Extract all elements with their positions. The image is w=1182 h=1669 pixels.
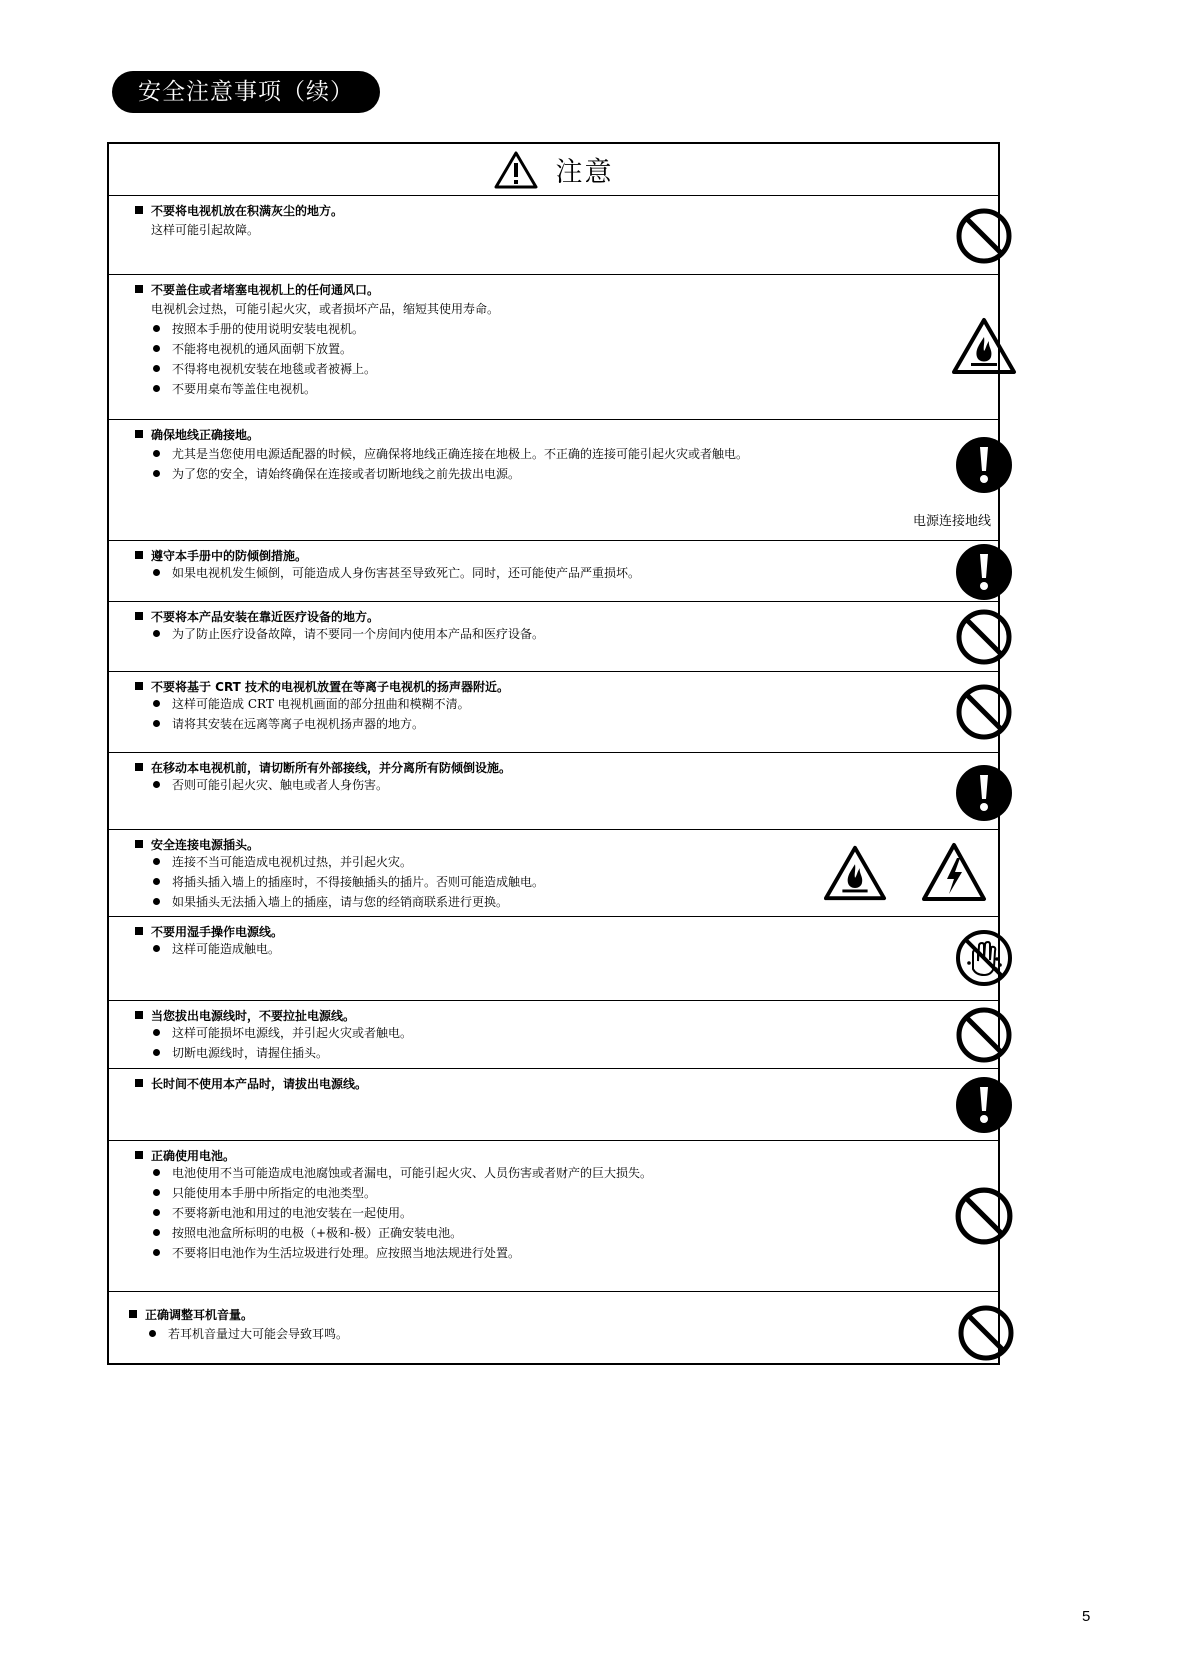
item-text: 电视机会过热，可能引起火灾，或者损坏产品，缩短其使用寿命。 (151, 302, 500, 316)
item-title: 在移动本电视机前，请切断所有外部接线，并分离所有防倾倒设施。 (151, 761, 512, 775)
caution-item-ventilation (109, 274, 998, 419)
fire-warning-icon (951, 317, 1017, 375)
caution-header (109, 144, 998, 196)
bullet-item: 不得将电视机安装在地毯或者被褥上。 (151, 359, 499, 379)
electric-shock-warning-icon (921, 842, 987, 902)
prohibition-icon (957, 1304, 1015, 1362)
item-title: 遵守本手册中的防倾倒措施。 (151, 549, 308, 563)
item-title: 安全连接电源插头。 (151, 838, 260, 852)
mandatory-action-icon (955, 543, 1013, 601)
bullet-item: 这样可能造成触电。 (151, 939, 280, 959)
item-title: 长时间不使用本产品时，请拔出电源线。 (151, 1077, 368, 1091)
bullet-item: 不要用桌布等盖住电视机。 (151, 379, 499, 399)
bullet-item: 尤其是当您使用电源适配器的时候，应确保将地线正确连接在地极上。不正确的连接可能引起火灾或者触电。 (151, 444, 748, 464)
caution-item-unplug (109, 1000, 998, 1068)
bullet-item: 按照本手册的使用说明安装电视机。 (151, 319, 499, 339)
item-title: 不要用湿手操作电源线。 (151, 925, 284, 939)
caution-item-grounding (109, 419, 998, 540)
bullet-item: 否则可能引起火灾、触电或者人身伤害。 (151, 775, 388, 795)
caution-item-plug (109, 829, 998, 916)
item-title: 不要盖住或者堵塞电视机上的任何通风口。 (151, 283, 380, 297)
prohibition-icon (955, 683, 1013, 741)
bullet-item: 为了您的安全，请始终确保在连接或者切断地线之前先拔出电源。 (151, 464, 748, 484)
page-number: 5 (1082, 1608, 1091, 1625)
mandatory-action-icon (955, 764, 1013, 822)
item-title: 不要将基于 CRT 技术的电视机放置在等离子电视机的扬声器附近。 (151, 680, 510, 694)
bullet-item: 为了防止医疗设备故障，请不要同一个房间内使用本产品和医疗设备。 (151, 624, 544, 644)
bullet-item: 如果电视机发生倾倒，可能造成人身伤害甚至导致死亡。同时，还可能使产品严重损坏。 (151, 563, 640, 583)
caution-item-crt (109, 671, 998, 752)
bullet-item: 不要将新电池和用过的电池安装在一起使用。 (151, 1203, 652, 1223)
bullet-item: 请将其安装在远离等离子电视机扬声器的地方。 (151, 714, 470, 734)
icon-caption: 电源连接地线 (913, 514, 992, 529)
caution-item-dust (109, 196, 998, 274)
prohibition-icon (955, 1006, 1013, 1064)
caution-item-headphones (109, 1291, 998, 1365)
no-wet-hands-icon (955, 929, 1013, 987)
item-title: 正确调整耳机音量。 (145, 1308, 254, 1322)
page-title: 安全注意事项（续） (112, 71, 380, 113)
bullet-item: 不能将电视机的通风面朝下放置。 (151, 339, 499, 359)
caution-item-anti-tip (109, 540, 998, 601)
bullet-item: 这样可能造成 CRT 电视机画面的部分扭曲和模糊不清。 (151, 694, 470, 714)
caution-item-batteries (109, 1140, 998, 1291)
bullet-item: 若耳机音量过大可能会导致耳鸣。 (147, 1324, 348, 1344)
item-title: 正确使用电池。 (151, 1149, 236, 1163)
item-text: 这样可能引起故障。 (151, 223, 260, 237)
bullet-item: 电池使用不当可能造成电池腐蚀或者漏电，可能引起火灾、人员伤害或者财产的巨大损失。 (151, 1163, 652, 1183)
item-title: 确保地线正确接地。 (151, 428, 260, 442)
mandatory-action-icon (955, 436, 1013, 494)
prohibition-icon (955, 207, 1013, 265)
item-title: 不要将本产品安装在靠近医疗设备的地方。 (151, 610, 380, 624)
mandatory-action-icon (955, 1076, 1013, 1134)
prohibition-icon (954, 1186, 1014, 1246)
caution-title: 注意 (555, 157, 614, 188)
fire-warning-icon (823, 844, 887, 902)
caution-box (107, 142, 1000, 1365)
bullet-item: 切断电源线时，请握住插头。 (151, 1043, 412, 1063)
bullet-item: 连接不当可能造成电视机过热，并引起火灾。 (151, 852, 544, 872)
warning-triangle-icon (494, 151, 538, 189)
caution-item-long-unused (109, 1068, 998, 1140)
bullet-item: 将插头插入墙上的插座时，不得接触插头的插片。否则可能造成触电。 (151, 872, 544, 892)
prohibition-icon (955, 608, 1013, 666)
bullet-item: 只能使用本手册中所指定的电池类型。 (151, 1183, 652, 1203)
bullet-item: 不要将旧电池作为生活垃圾进行处理。应按照当地法规进行处置。 (151, 1243, 652, 1263)
bullet-item: 这样可能损坏电源线，并引起火灾或者触电。 (151, 1023, 412, 1043)
bullet-item: 如果插头无法插入墙上的插座，请与您的经销商联系进行更换。 (151, 892, 544, 912)
caution-item-wet-hands (109, 916, 998, 1000)
item-title: 当您拔出电源线时，不要拉扯电源线。 (151, 1009, 356, 1023)
item-title: 不要将电视机放在积满灰尘的地方。 (151, 204, 344, 218)
caution-item-moving (109, 752, 998, 829)
bullet-item: 按照电池盒所标明的电极（+极和-极）正确安装电池。 (151, 1223, 652, 1243)
caution-item-medical (109, 601, 998, 671)
